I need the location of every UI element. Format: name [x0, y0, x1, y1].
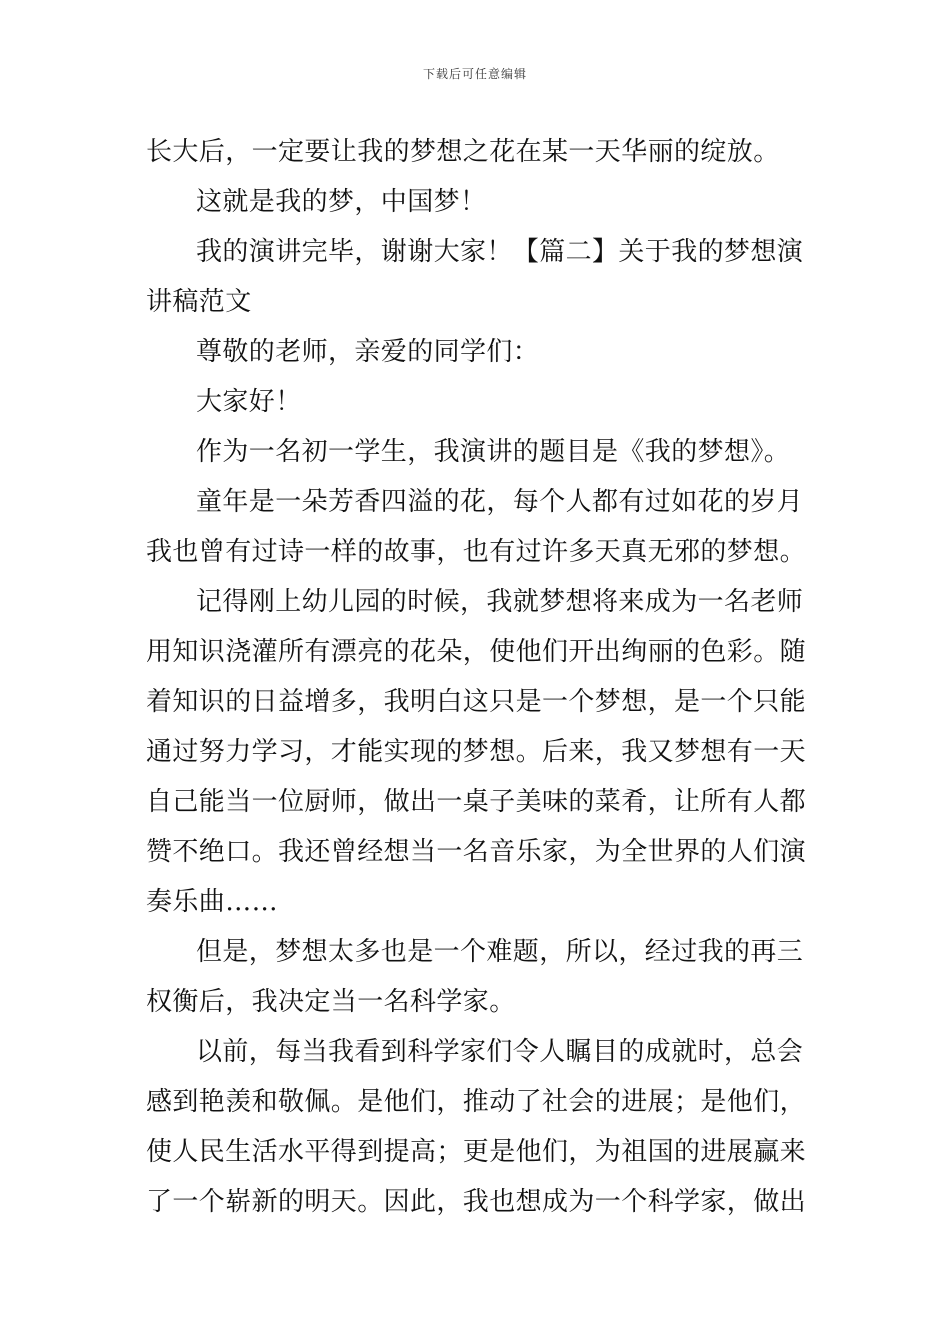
text-line: 奏乐曲…… [146, 887, 279, 917]
text-line: 童年是一朵芳香四溢的花，每个人都有过如花的岁月 [196, 487, 804, 517]
text-line: 权衡后，我决定当一名科学家。 [146, 987, 516, 1017]
text-line: 讲稿范文 [146, 287, 252, 317]
text-line: 我的演讲完毕，谢谢大家！【篇二】关于我的梦想演 [196, 237, 804, 267]
document-body [146, 127, 806, 1227]
text-line: 感到艳羡和敬佩。是他们，推动了社会的进展；是他们， [146, 1087, 806, 1117]
text-line: 作为一名初一学生，我演讲的题目是《我的梦想》。 [196, 437, 791, 467]
text-line: 通过努力学习，才能实现的梦想。后来，我又梦想有一天 [146, 737, 806, 767]
text-line: 以前，每当我看到科学家们令人瞩目的成就时，总会 [196, 1037, 804, 1067]
text-line: 但是，梦想太多也是一个难题，所以，经过我的再三 [196, 937, 804, 967]
text-line: 使人民生活水平得到提高；更是他们，为祖国的进展赢来 [146, 1137, 806, 1167]
text-line: 大家好！ [196, 387, 302, 417]
text-line: 尊敬的老师，亲爱的同学们： [196, 337, 540, 367]
text-line: 自己能当一位厨师，做出一桌子美味的菜肴，让所有人都 [146, 787, 806, 817]
text-line: 用知识浇灌所有漂亮的花朵，使他们开出绚丽的色彩。随 [146, 637, 806, 667]
text-line: 记得刚上幼儿园的时候，我就梦想将来成为一名老师 [196, 587, 804, 617]
text-line: 这就是我的梦，中国梦！ [196, 187, 487, 217]
text-line: 着知识的日益增多，我明白这只是一个梦想，是一个只能 [146, 687, 806, 717]
page-header: 下载后可任意编辑 [422, 67, 527, 81]
text-line: 长大后，一定要让我的梦想之花在某一天华丽的绽放。 [146, 137, 780, 167]
text-line: 赞不绝口。我还曾经想当一名音乐家，为全世界的人们演 [146, 837, 806, 867]
text-line: 我也曾有过诗一样的故事，也有过许多天真无邪的梦想。 [146, 537, 806, 567]
text-line: 了一个崭新的明天。因此，我也想成为一个科学家，做出 [146, 1187, 806, 1217]
